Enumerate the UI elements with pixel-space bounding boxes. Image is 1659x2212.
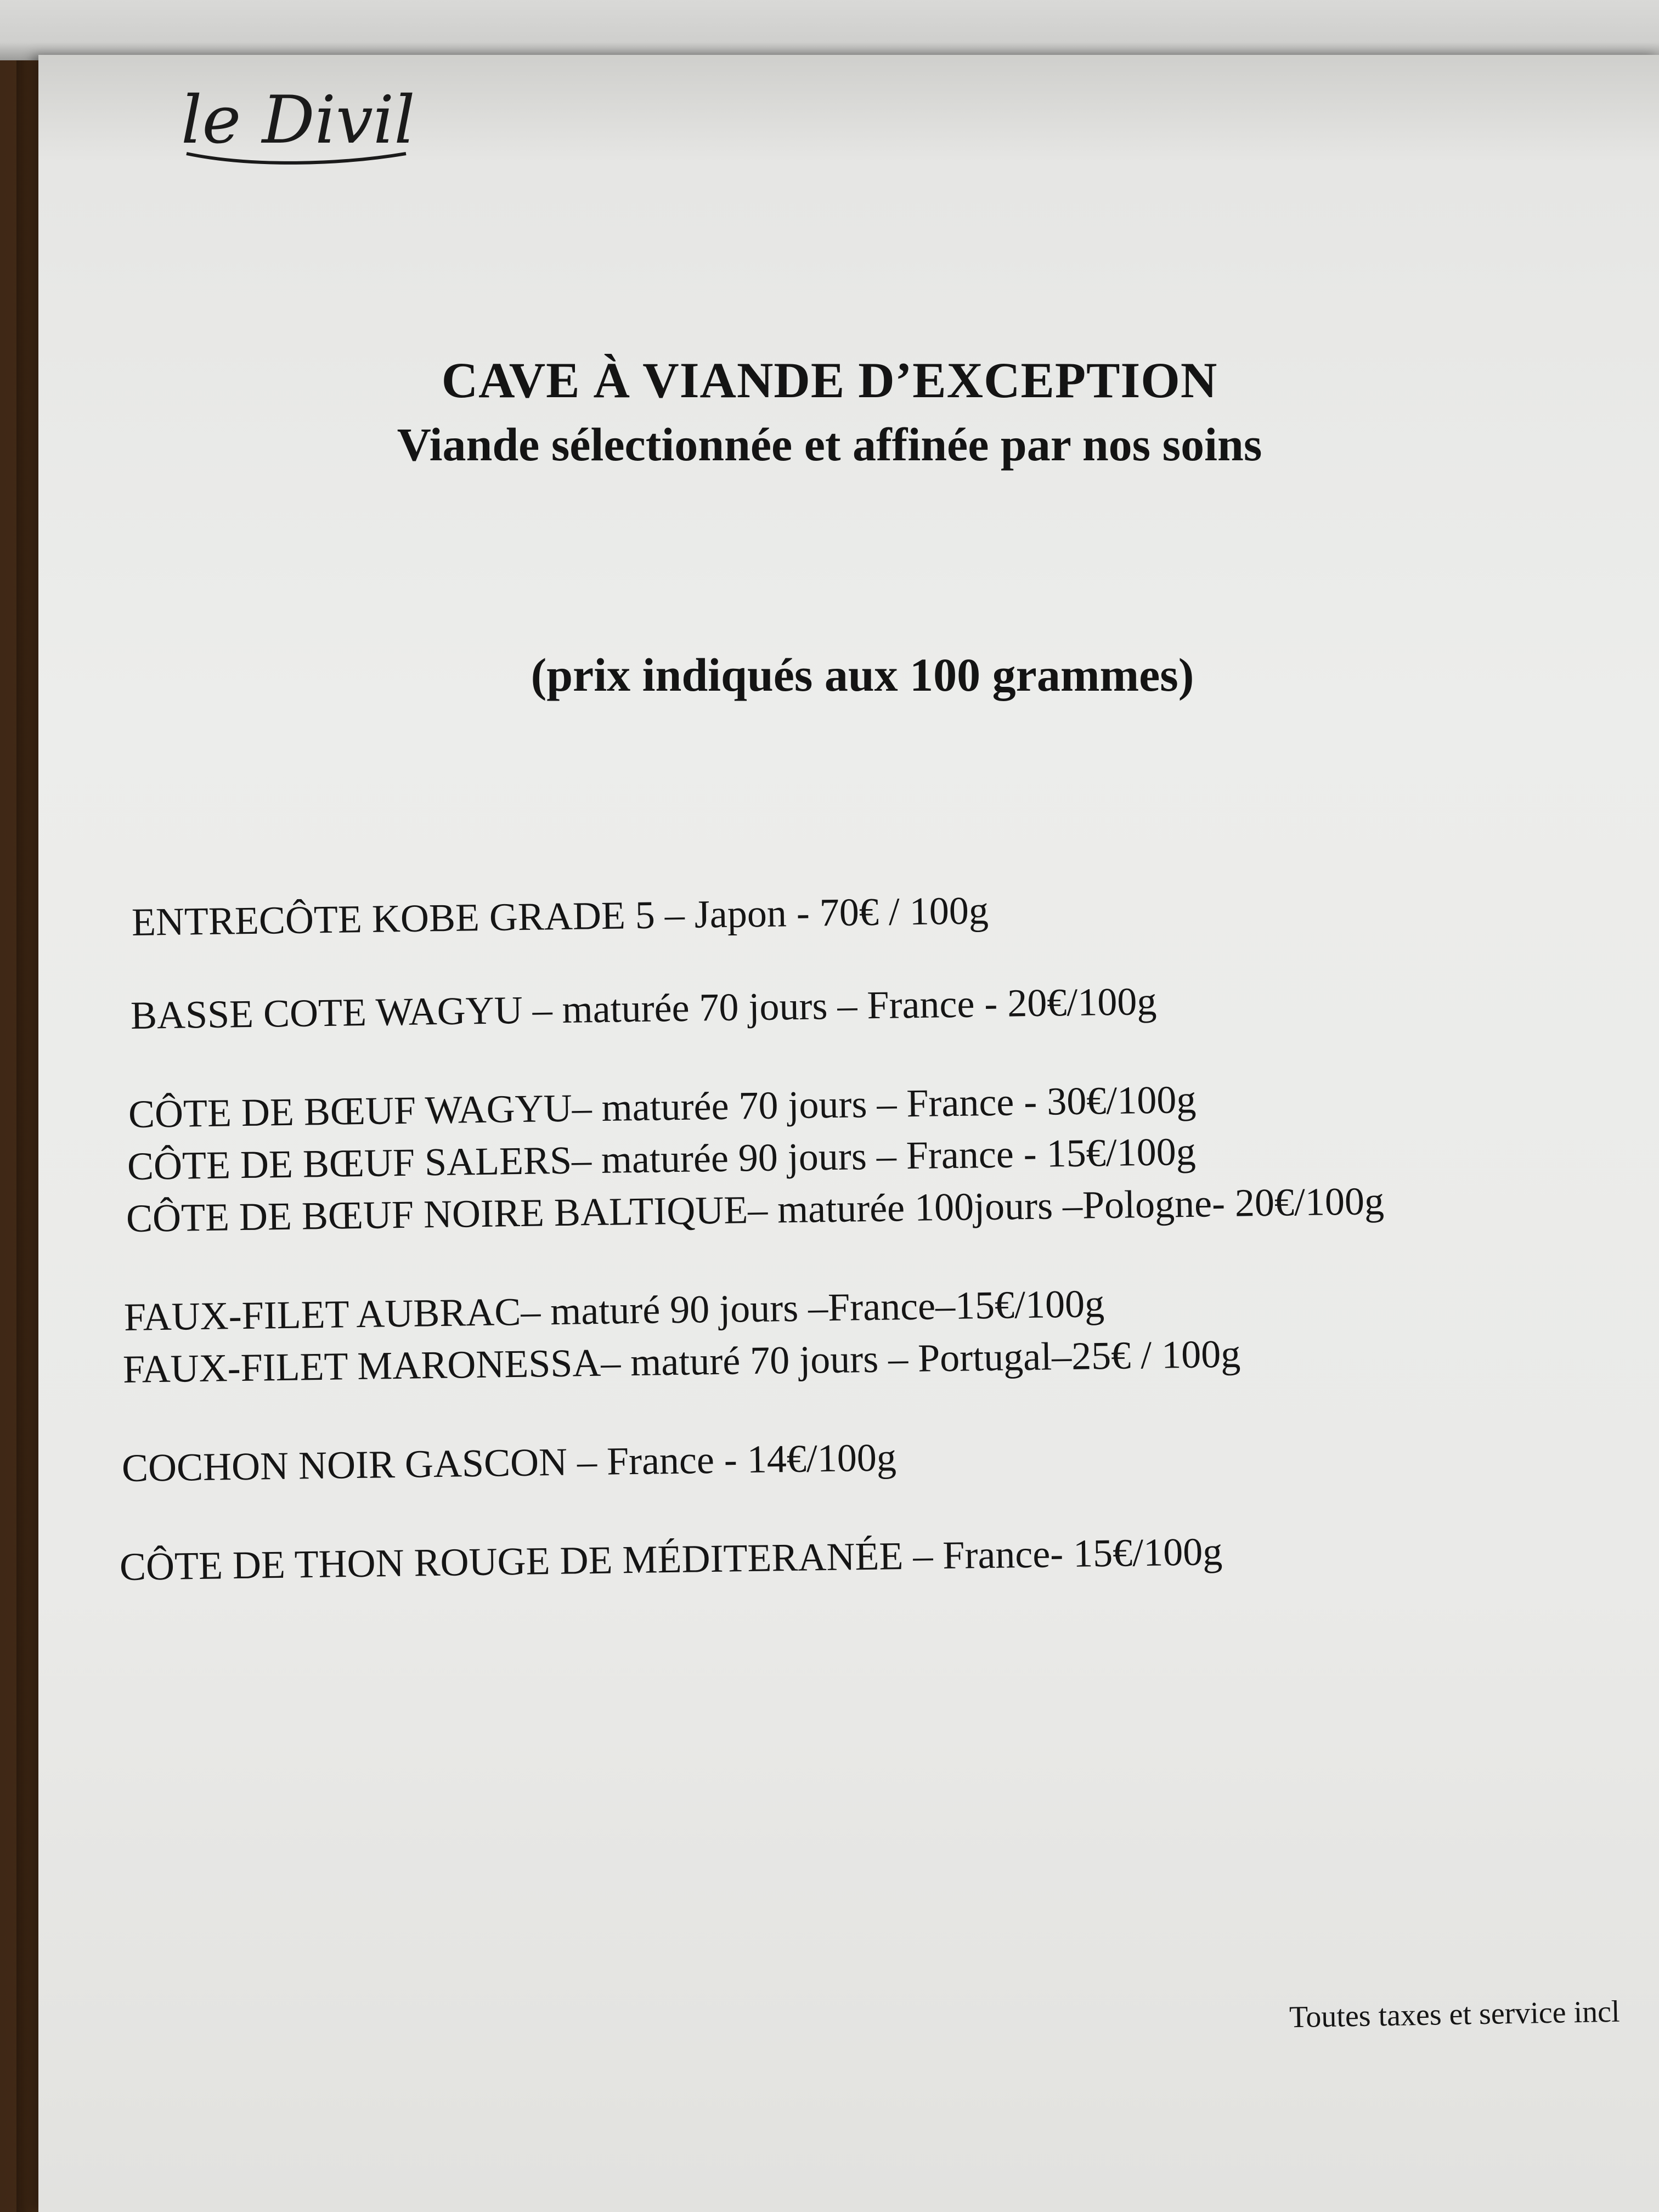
upper-page-sheet — [0, 0, 1659, 60]
menu-item-faux-filet-aubrac: FAUX-FILET AUBRAC– maturé 90 jours –France–15€/100g — [123, 1282, 1105, 1339]
menu-item-faux-filet-maronessa: FAUX-FILET MARONESSA– maturé 70 jours – Portugal–25€ / 100g — [122, 1331, 1241, 1391]
menu-title: CAVE À VIANDE D’EXCEPTION — [441, 352, 1218, 408]
menu-item-thon-rouge: CÔTE DE THON ROUGE DE MÉDITERANÉE – France- 15€/100g — [119, 1529, 1223, 1589]
menu-item-cote-boeuf-baltique: CÔTE DE BŒUF NOIRE BALTIQUE– maturée 100jours –Pologne- 20€/100g — [126, 1178, 1385, 1240]
logo-text: le Divil — [181, 82, 415, 159]
tax-service-note: Toutes taxes et service incl — [1289, 1994, 1621, 2035]
menu-item-cochon-noir: COCHON NOIR GASCON – France - 14€/100g — [121, 1435, 897, 1490]
menu-item-cote-boeuf-wagyu: CÔTE DE BŒUF WAGYU– maturée 70 jours – France - 30€/100g — [128, 1077, 1197, 1136]
restaurant-logo — [176, 71, 461, 176]
menu-subtitle: Viande sélectionnée et affinée par nos soins — [397, 418, 1262, 471]
menu-item-basse-cote-wagyu: BASSE COTE WAGYU – maturée 70 jours – France - 20€/100g — [130, 979, 1157, 1037]
menu-item-kobe: ENTRECÔTE KOBE GRADE 5 – Japon - 70€ / 100g — [131, 888, 989, 944]
price-note: (prix indiqués aux 100 grammes) — [531, 648, 1194, 701]
menu-item-cote-boeuf-salers: CÔTE DE BŒUF SALERS– maturée 90 jours – France - 15€/100g — [127, 1129, 1197, 1188]
